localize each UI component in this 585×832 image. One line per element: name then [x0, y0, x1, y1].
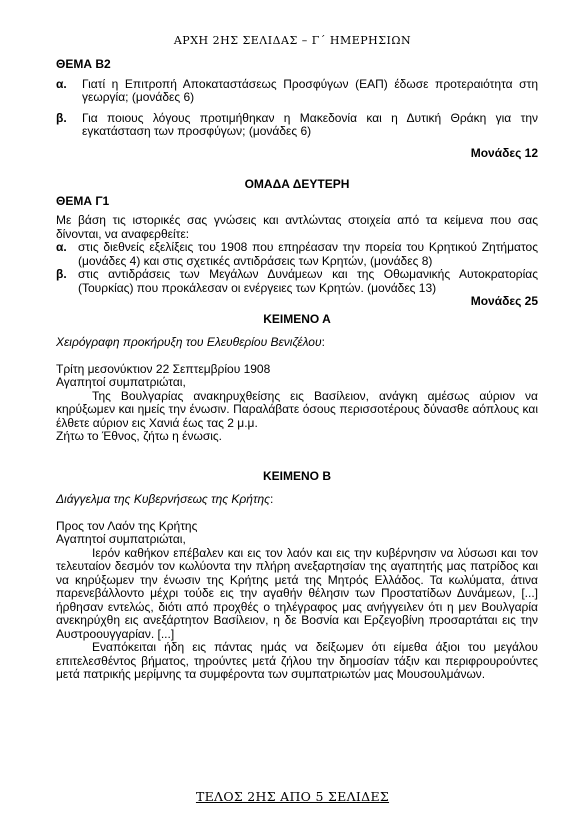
text-b-subtitle [56, 493, 538, 507]
text-a-subtitle [56, 336, 538, 350]
question-text: στις διεθνείς εξελίξεις του 1908 που επηρέασαν την πορεία του Κρητικού Ζητήματος (μονάδες 4) και στις σχετικές αντιδράσεις των Κρητών, (μονάδες 8) [78, 240, 538, 268]
question-text: Γιατί η Επιτροπή Αποκαταστάσεως Προσφύγων (ΕΑΠ) έδωσε προτεραιότητα στη γεωργία; (μονάδες 6) [82, 76, 538, 104]
page-footer: ΤΕΛΟΣ 2ΗΣ ΑΠΟ 5 ΣΕΛΙΔΕΣ [195, 789, 390, 804]
question-b2-a [56, 78, 538, 105]
page-header: ΑΡΧΗ 2ΗΣ ΣΕΛΙΔΑΣ – Γ΄ ΗΜΕΡΗΣΙΩΝ [173, 34, 412, 47]
text-b-paragraph-1: Ιερόν καθήκον επέβαλεν και εις τον λαόν και εις την κυβέρνησιν να λύσωσι και τον τελευταίον δεσμόν τον κωλύοντα την πλήρη ανεξαρτησίαν της αγαπητής μας πατρίδος και να κηρύξωμεν την ένωσιν της Κρήτης μετά της Μητρός Ελλάδος. Τα κωλύματα, άτινα παρενεβάλλοντο μέχρι τούδε εις την αγαθήν θέλησιν των Προστατίδων Δυνάμεων, [...] ήρθησαν εντελώς, διότι από προχθές ο τηλέγραφος μας ανήγγειλεν ότι η μεν Βουλγαρία ανεκηρύχθη εις ανεξάρτητον Βασίλειον, η δε Βοσνία και Ερζεγοβίνη προσαρτάται εις την Αυστροουγγαρίαν. [...] [56, 545, 538, 641]
group-heading: ΟΜΑΔΑ ΔΕΥΤΕΡΗ [244, 177, 350, 191]
g1-intro: Με βάση τις ιστορικές σας γνώσεις και αντλώντας στοιχεία από τα κείμενα που σας δίνονται, να αναφερθείτε: [56, 213, 538, 241]
marks-b2: Μονάδες 12 [470, 145, 538, 160]
text-a-subtitle-text: Χειρόγραφη προκήρυξη του Ελευθερίου Βενιζέλου [56, 335, 322, 349]
question-text: στις αντιδράσεις των Μεγάλων Δυνάμεων και της Οθωμανικής Αυτοκρατορίας (Τουρκίας) που προκάλεσαν οι ενέργειες των Κρητών. (μονάδες 13) [78, 267, 538, 295]
page-content [56, 58, 538, 682]
text-a-line2: Αγαπητοί συμπατριώται, [56, 375, 186, 389]
question-label: α. [56, 240, 67, 254]
question-g1-a [56, 241, 538, 268]
section-title-g1: ΘΕΜΑ Γ1 [56, 193, 110, 208]
question-label: β. [56, 267, 67, 281]
question-label: α. [56, 76, 67, 91]
colon: : [269, 492, 274, 506]
text-b-line1: Προς τον Λαόν της Κρήτης [56, 518, 198, 533]
question-label: β. [56, 110, 67, 125]
text-a-line1: Τρίτη μεσονύκτιον 22 Σεπτεμβρίου 1908 [56, 361, 271, 376]
question-text: Για ποιους λόγους προτιμήθηκαν η Μακεδονία και η Δυτική Θράκη για την εγκατάσταση των προσφύγων; (μονάδες 6) [82, 110, 538, 138]
text-a-title: ΚΕΙΜΕΝΟ Α [263, 311, 331, 326]
marks-g1: Μονάδες 25 [470, 294, 538, 308]
question-g1-b [56, 268, 538, 295]
text-b-paragraph-2: Εναπόκειται ήδη εις πάντας ημάς να δείξωμεν ότι είμεθα άξιοι του μεγάλου επιτελεσθέντος βήματος, τηρούντες μετά ζήλου την δημοσίαν τάξιν και περιφρουρούντες μετά πατρικής μερίμνης τα συμφέροντα των συμπατριωτών μας Μουσουλμάνων. [56, 640, 538, 681]
text-a-closing: Ζήτω το Έθνος, ζήτω η ένωσις. [56, 429, 223, 443]
text-a-paragraph: Της Βουλγαρίας ανακηρυχθείσης εις Βασίλειον, ανάγκη αμέσως αύριον να κηρύξωμεν και ημείς την ένωσιν. Παραλάβατε όσους περισσοτέρους δύνασθε αόπλους και έλθετε αύριον εις Χανιά έως τας 2 μ.μ. [56, 388, 538, 430]
colon: : [321, 335, 325, 349]
text-b-title: ΚΕΙΜΕΝΟ Β [262, 468, 331, 483]
text-b-line2: Αγαπητοί συμπατριώται, [56, 532, 186, 546]
question-b2-b [56, 112, 538, 139]
text-b-subtitle-text: Διάγγελμα της Κυβερνήσεως της Κρήτης [56, 492, 270, 506]
section-title-b2: ΘΕΜΑ Β2 [56, 57, 111, 71]
